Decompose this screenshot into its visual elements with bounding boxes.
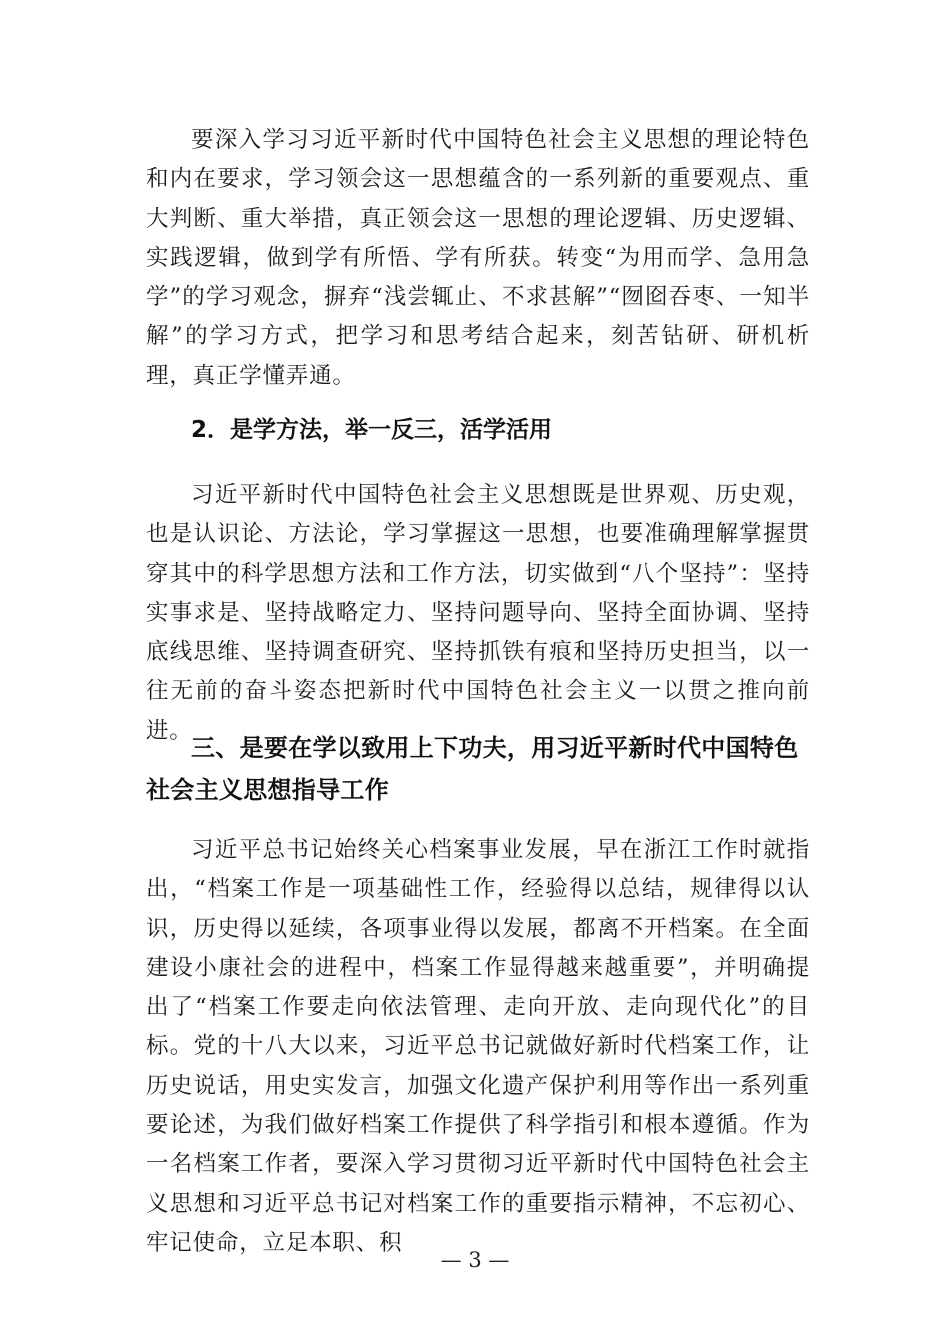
body-paragraph-archive-work: 习近平总书记始终关心档案事业发展，早在浙江工作时就指出，“档案工作是一项基础性工作，经验得以总结，规律得以认识，历史得以延续，各项事业得以发展，都离不开档案。在全面建设小康社会的进程中，档案工作显得越来越重要”，并明确提出了“档案工作要走向依法管理、走向开放、走向现代化”的目标。党的十八大以来，习近平总书记就做好新时代档案工作，让历史说话，用史实发言，加强文化遗产保护利用等作出一系列重要论述，为我们做好档案工作提供了科学指引和根本遵循。作为一名档案工作者，要深入学习贯彻习近平新时代中国特色社会主义思想和习近平总书记对档案工作的重要指示精神，不忘初心、牢记使命，立足本职、积: [146, 837, 810, 1256]
page-number: — 3 —: [440, 1248, 510, 1272]
body-paragraph-study-methods: 习近平新时代中国特色社会主义思想既是世界观、历史观，也是认识论、方法论，学习掌握这一思想，也要准确理解掌握贯穿其中的科学思想方法和工作方法，切实做到“八个坚持”：坚持实事求是、坚持战略定力、坚持问题导向、坚持全面协调、坚持底线思维、坚持调查研究、坚持抓铁有痕和坚持历史担当，以一往无前的奋斗姿态把新时代中国特色社会主义一以贯之推向前进。: [146, 482, 810, 744]
section-heading-study-methods: 2．是学方法，举一反三，活学活用: [191, 417, 553, 443]
section-heading-apply-learning: 三、是要在学以致用上下功夫，用习近平新时代中国特色社会主义思想指导工作: [146, 734, 799, 804]
body-paragraph-study-theory: 要深入学习习近平新时代中国特色社会主义思想的理论特色和内在要求，学习领会这一思想蕴含的一系列新的重要观点、重大判断、重大举措，真正领会这一思想的理论逻辑、历史逻辑、实践逻辑，做到学有所悟、学有所获。转变“为用而学、急用急学”的学习观念，摒弃“浅尝辄止、不求甚解”“囫囵吞枣、一知半解”的学习方式，把学习和思考结合起来，刻苦钻研、研机析理，真正学懂弄通。: [146, 127, 810, 389]
